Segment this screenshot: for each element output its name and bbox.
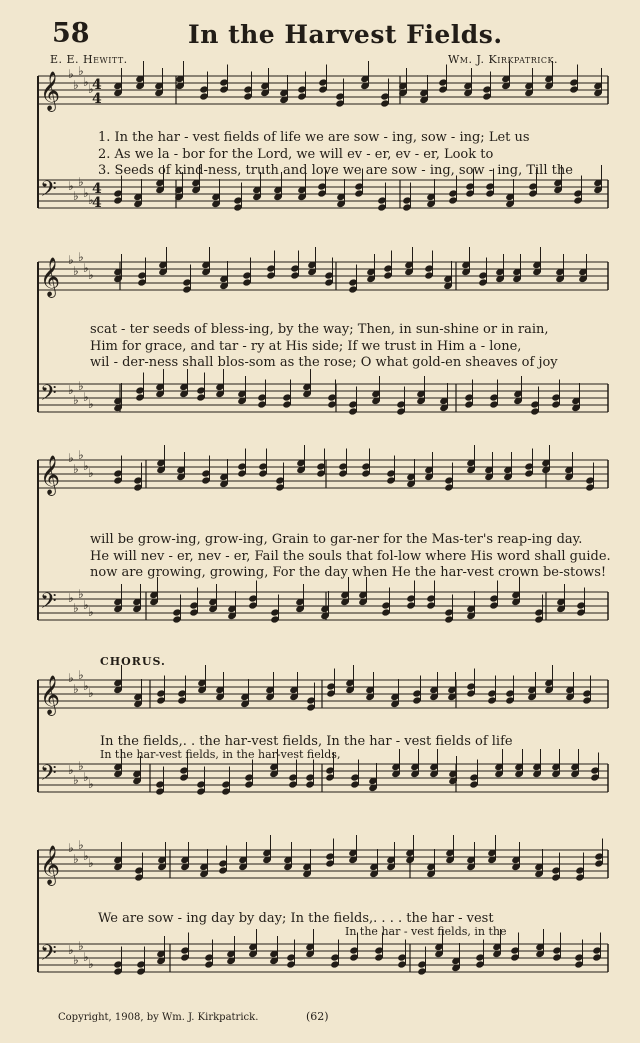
flat-icon: ♭	[83, 770, 89, 784]
flat-icon: ♭	[73, 773, 79, 787]
bass-clef-icon: 𝄢	[40, 589, 57, 619]
flat-icon: ♭	[83, 390, 89, 404]
flat-icon: ♭	[78, 587, 84, 601]
treble-clef-icon: 𝄞	[40, 455, 61, 495]
flat-icon: ♭	[68, 943, 74, 957]
flat-icon: ♭	[78, 250, 84, 264]
flat-icon: ♭	[83, 186, 89, 200]
flat-icon: ♭	[78, 838, 84, 852]
flat-icon: ♭	[83, 75, 89, 89]
bass-clef-icon: 𝄢	[40, 941, 57, 971]
flat-icon: ♭	[88, 397, 94, 411]
flat-icon: ♭	[73, 189, 79, 203]
chorus-label: CHORUS.	[100, 655, 166, 668]
flat-icon: ♭	[88, 957, 94, 971]
time-signature-bottom: 4	[92, 195, 102, 211]
lyric-line-s2-v3: wil - der-ness shall blos-som as the rose; O what gold-en sheaves of joy	[90, 355, 558, 370]
flat-icon: ♭	[68, 591, 74, 605]
flat-icon: ♭	[83, 950, 89, 964]
flat-icon: ♭	[68, 671, 74, 685]
flat-icon: ♭	[73, 78, 79, 92]
lyric-line-s3-v3: now are growing, growing, For the day when He the har-vest crown be-stows!	[90, 565, 607, 580]
flat-icon: ♭	[68, 841, 74, 855]
flat-icon: ♭	[83, 849, 89, 863]
hymn-title: In the Harvest Fields.	[188, 20, 503, 49]
flat-icon: ♭	[68, 451, 74, 465]
flat-icon: ♭	[73, 852, 79, 866]
lyric-line-s4-v2: In the har-vest fields, in the har-vest fields,	[100, 748, 341, 761]
flat-icon: ♭	[88, 686, 94, 700]
flat-icon: ♭	[88, 856, 94, 870]
flat-icon: ♭	[73, 953, 79, 967]
flat-icon: ♭	[88, 605, 94, 619]
bass-clef-icon: 𝄢	[40, 381, 57, 411]
bass-clef-icon: 𝄢	[40, 177, 57, 207]
flat-icon: ♭	[68, 763, 74, 777]
flat-icon: ♭	[88, 268, 94, 282]
lyric-line-s1-v2: 2. As we la - bor for the Lord, we will ev - er, ev - er, Look to	[98, 147, 494, 162]
lyric-line-s3-v1: will be grow-ing, grow-ing, Grain to gar-ner for the Mas-ter's reap-ing day.	[90, 532, 583, 547]
flat-icon: ♭	[78, 939, 84, 953]
flat-icon: ♭	[83, 679, 89, 693]
flat-icon: ♭	[78, 379, 84, 393]
flat-icon: ♭	[78, 175, 84, 189]
flat-icon: ♭	[73, 601, 79, 615]
flat-icon: ♭	[73, 462, 79, 476]
treble-clef-icon: 𝄞	[40, 71, 61, 111]
lyric-line-s4-v1: In the fields,. . the har-vest fields, In the har - vest fields of life	[100, 734, 513, 749]
flat-icon: ♭	[88, 466, 94, 480]
treble-clef-icon: 𝄞	[40, 257, 61, 297]
lyric-line-s1-v3: 3. Seeds of kind-ness, truth and love we are sow - ing, sow - ing, Till the	[98, 163, 573, 178]
lyric-line-s5-v2: In the har - vest fields, in the	[345, 925, 507, 938]
time-signature-top: 4	[92, 77, 102, 93]
hymn-number: 58	[52, 18, 90, 49]
flat-icon: ♭	[73, 393, 79, 407]
flat-icon: ♭	[78, 64, 84, 78]
flat-icon: ♭	[68, 383, 74, 397]
lyric-line-s1-v1: 1. In the har - vest fields of life we are sow - ing, sow - ing; Let us	[98, 130, 530, 145]
flat-icon: ♭	[73, 264, 79, 278]
lyric-line-s2-v1: scat - ter seeds of bless-ing, by the way; Then, in sun-shine or in rain,	[90, 322, 549, 337]
flat-icon: ♭	[68, 253, 74, 267]
bass-clef-icon: 𝄢	[40, 761, 57, 791]
composer-credit: Wm. J. Kirkpatrick.	[448, 53, 559, 66]
flat-icon: ♭	[88, 193, 94, 207]
treble-clef-icon: 𝄞	[40, 675, 61, 715]
flat-icon: ♭	[83, 261, 89, 275]
flat-icon: ♭	[78, 448, 84, 462]
flat-icon: ♭	[68, 179, 74, 193]
copyright-notice: Copyright, 1908, by Wm. J. Kirkpatrick.	[58, 1012, 259, 1023]
flat-icon: ♭	[83, 598, 89, 612]
flat-icon: ♭	[73, 682, 79, 696]
flat-icon: ♭	[78, 759, 84, 773]
lyric-line-s3-v2: He will nev - er, nev - er, Fail the souls that fol-low where His word shall guide.	[90, 549, 611, 564]
flat-icon: ♭	[88, 82, 94, 96]
lyric-line-s5-v1: We are sow - ing day by day; In the fields,. . . . the har - vest	[98, 911, 494, 926]
lyricist-credit: E. E. Hewitt.	[50, 53, 128, 66]
flat-icon: ♭	[68, 67, 74, 81]
lyric-line-s2-v2: Him for grace, and tar - ry at His side; If we trust in Him a - lone,	[90, 339, 522, 354]
flat-icon: ♭	[83, 459, 89, 473]
flat-icon: ♭	[78, 668, 84, 682]
page-number: (62)	[306, 1010, 329, 1023]
treble-clef-icon: 𝄞	[40, 845, 61, 885]
time-signature-top: 4	[92, 181, 102, 197]
time-signature-bottom: 4	[92, 91, 102, 107]
flat-icon: ♭	[88, 777, 94, 791]
